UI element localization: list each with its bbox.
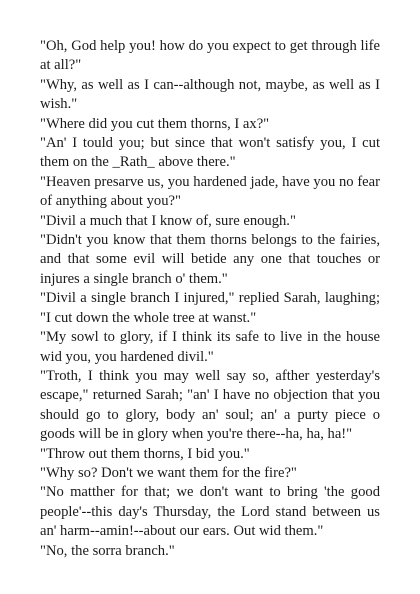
dialogue-paragraph: "Heaven presarve us, you hardened jade, have you no fear of anything about you?"	[40, 173, 380, 210]
dialogue-paragraph: "An' I tould you; but since that won't satisfy you, I cut them on the _Rath_ above there."	[40, 135, 380, 171]
dialogue-paragraph: "Why so? Don't we want them for the fire?"	[40, 464, 297, 481]
document-page	[40, 37, 380, 561]
dialogue-paragraph: "Divil a single branch I injured," replied Sarah, laughing; "I cut down the whole tree at wanst."	[40, 290, 380, 326]
dialogue-paragraph: "Divil a much that I know of, sure enough."	[40, 212, 296, 229]
dialogue-paragraph: "Throw out them thorns, I bid you."	[40, 445, 250, 462]
dialogue-paragraph: "Didn't you know that them thorns belongs to the fairies, and that some evil will betide any one that touches or injures a single branch o' them."	[40, 232, 380, 287]
dialogue-paragraph: "My sowl to glory, if I think its safe to live in the house wid you, you hardened divil."	[40, 329, 380, 365]
dialogue-paragraph: "Troth, I think you may well say so, afther yesterday's escape," returned Sarah; "an' I have no objection that you should go to glory, body an' soul; an' a purty piece o goods will be in glory when you're there--ha, ha, ha!"	[40, 367, 380, 443]
dialogue-paragraph: "Why, as well as I can--although not, maybe, as well as I wish."	[40, 76, 380, 113]
dialogue-paragraph: "No, the sorra branch."	[40, 542, 175, 559]
dialogue-paragraph: "No matther for that; we don't want to bring 'the good people'--this day's Thursday, the Lord stand between us an' harm--amin!--about our ears. Out wid them."	[40, 484, 380, 540]
dialogue-paragraph: "Where did you cut them thorns, I ax?"	[40, 115, 270, 132]
dialogue-paragraph: "Oh, God help you! how do you expect to get through life at all?"	[40, 38, 380, 74]
